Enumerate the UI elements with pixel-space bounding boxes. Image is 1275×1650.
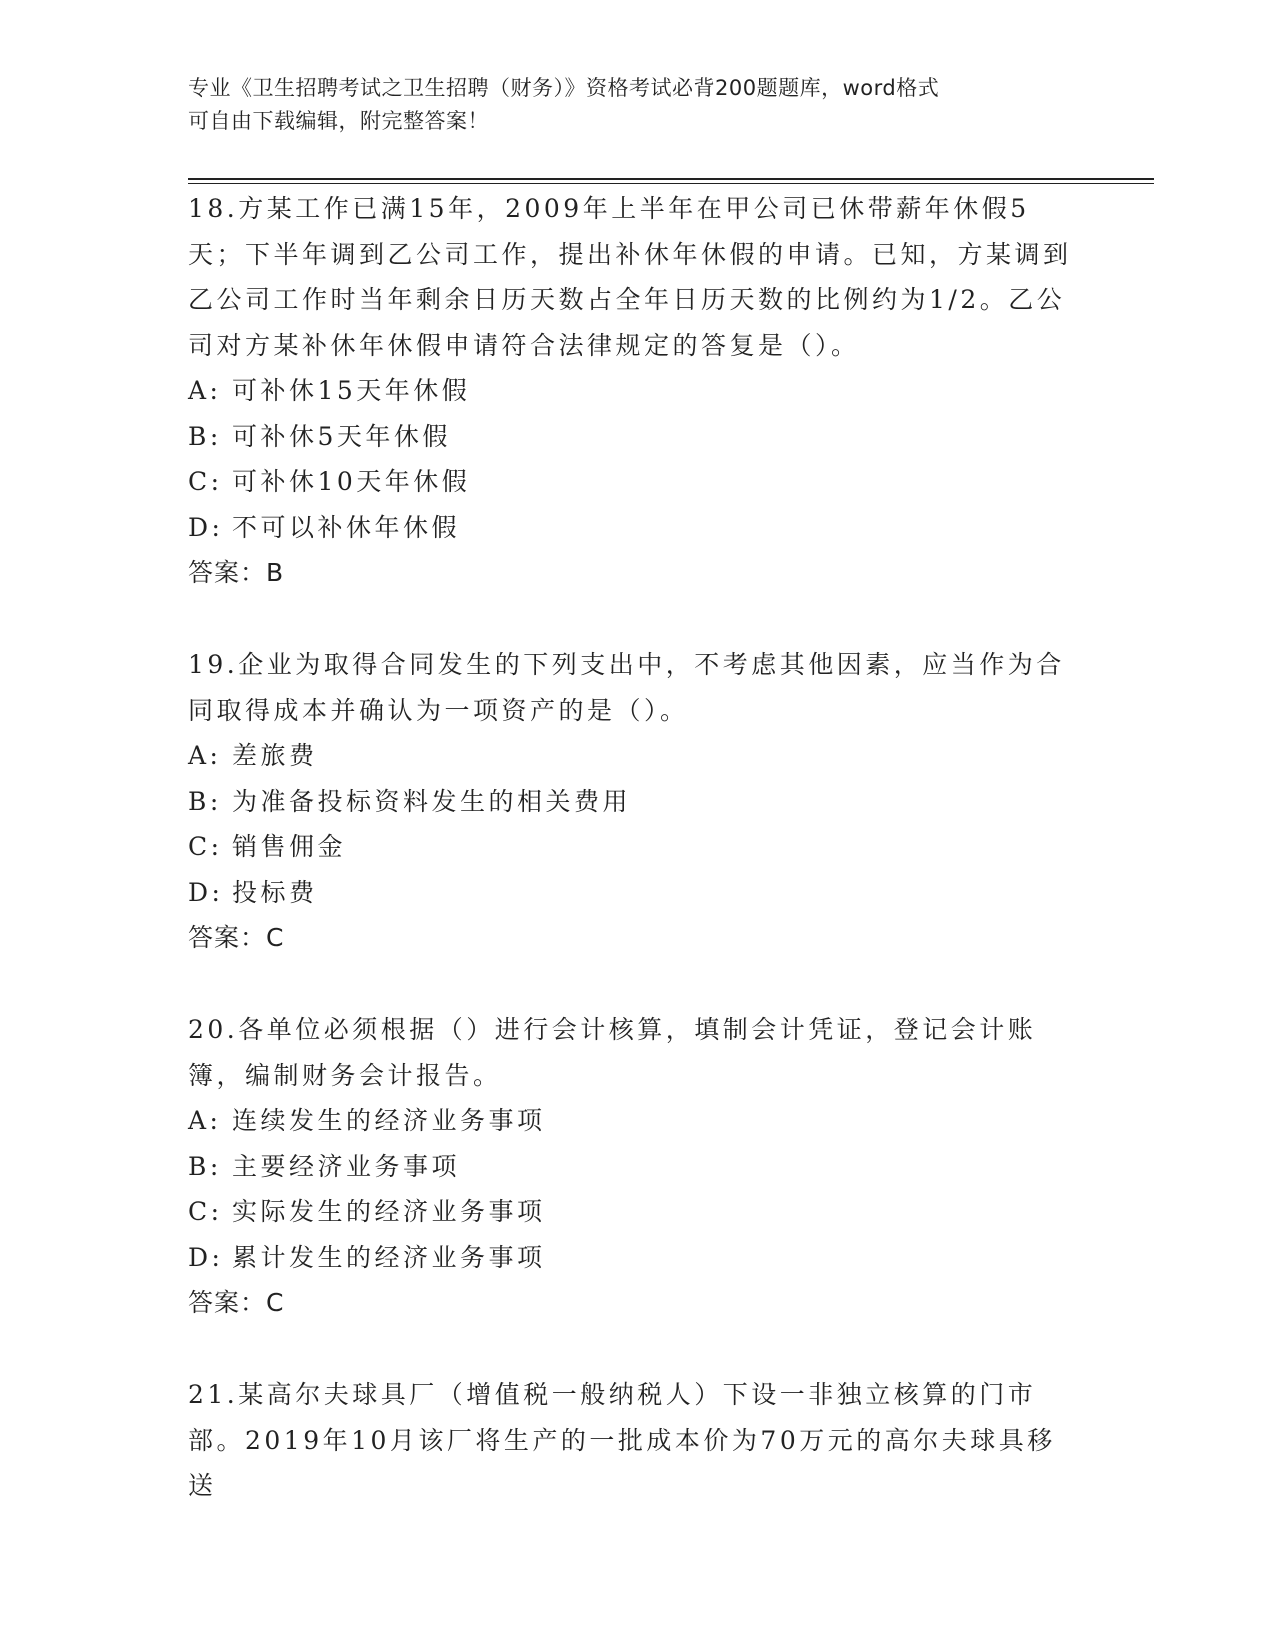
- question-20: [188, 1007, 1078, 1326]
- question-text: 19.企业为取得合同发生的下列支出中，不考虑其他因素，应当作为合同取得成本并确认为一项资产的是（）。: [188, 650, 1065, 725]
- answer-label: 答案：C: [188, 1288, 285, 1317]
- option-text: 累计发生的经济业务事项: [232, 1242, 546, 1272]
- question-21: [188, 1372, 1078, 1509]
- option-key: A:: [188, 741, 222, 770]
- option-key: A:: [188, 376, 222, 405]
- option-text: 主要经济业务事项: [232, 1151, 461, 1181]
- option-key: A:: [188, 1106, 222, 1135]
- option-key: B:: [188, 1151, 222, 1181]
- question-text: 20.各单位必须根据（）进行会计核算，填制会计凭证，登记会计账簿，编制财务会计报告。: [188, 1015, 1037, 1090]
- option-a: [188, 1098, 1078, 1144]
- option-d: [188, 870, 1078, 916]
- option-key: B:: [188, 421, 222, 451]
- option-d: [188, 1235, 1078, 1281]
- option-text: 差旅费: [232, 741, 318, 770]
- option-text: 为准备投标资料发生的相关费用: [232, 786, 632, 816]
- option-text: 销售佣金: [232, 832, 347, 861]
- answer-label: 答案：B: [188, 558, 285, 587]
- question-19: [188, 642, 1078, 961]
- option-b: [188, 779, 1078, 825]
- option-text: 可补休10天年休假: [232, 467, 471, 496]
- question-text: 21.某高尔夫球具厂（增值税一般纳税人）下设一非独立核算的门市部。2019年10月该厂将生产的一批成本价为70万元的高尔夫球具移送: [188, 1380, 1056, 1500]
- option-key: C:: [188, 467, 223, 496]
- option-text: 不可以补休年休假: [232, 512, 461, 542]
- question-text: 18.方某工作已满15年，2009年上半年在甲公司已休带薪年休假5天；下半年调到乙公司工作，提出补休年休假的申请。已知，方某调到乙公司工作时当年剩余日历天数占全年日历天数的比例约为1/2。乙公司对方某补休年休假申请符合法律规定的答复是（）。: [188, 194, 1072, 360]
- option-c: [188, 824, 1078, 870]
- option-b: [188, 1144, 1078, 1190]
- option-key: C:: [188, 1197, 223, 1226]
- option-key: C:: [188, 832, 223, 861]
- question-spacer: [188, 961, 1078, 1007]
- option-text: 可补休15天年休假: [232, 376, 471, 405]
- option-b: [188, 414, 1078, 460]
- document-header: [188, 72, 1068, 138]
- option-text: 连续发生的经济业务事项: [232, 1106, 546, 1135]
- option-text: 可补休5天年休假: [232, 421, 451, 451]
- question-spacer: [188, 1326, 1078, 1372]
- header-divider-thick: [188, 178, 1154, 180]
- option-key: D:: [188, 1242, 224, 1272]
- option-c: [188, 1189, 1078, 1235]
- option-d: [188, 505, 1078, 551]
- header-line-2: 可自由下载编辑，附完整答案！: [188, 109, 489, 133]
- question-18: [188, 186, 1078, 596]
- option-key: B:: [188, 786, 222, 816]
- option-a: [188, 733, 1078, 779]
- option-key: D:: [188, 512, 224, 542]
- option-text: 实际发生的经济业务事项: [232, 1197, 546, 1226]
- answer-label: 答案：C: [188, 923, 285, 952]
- question-list: [188, 186, 1078, 1509]
- option-a: [188, 368, 1078, 414]
- header-divider-thin: [188, 183, 1154, 184]
- header-line-1: 专业《卫生招聘考试之卫生招聘（财务）》资格考试必背200题题库，word格式: [188, 76, 940, 100]
- option-text: 投标费: [232, 877, 318, 907]
- question-spacer: [188, 596, 1078, 642]
- option-key: D:: [188, 877, 224, 907]
- option-c: [188, 459, 1078, 505]
